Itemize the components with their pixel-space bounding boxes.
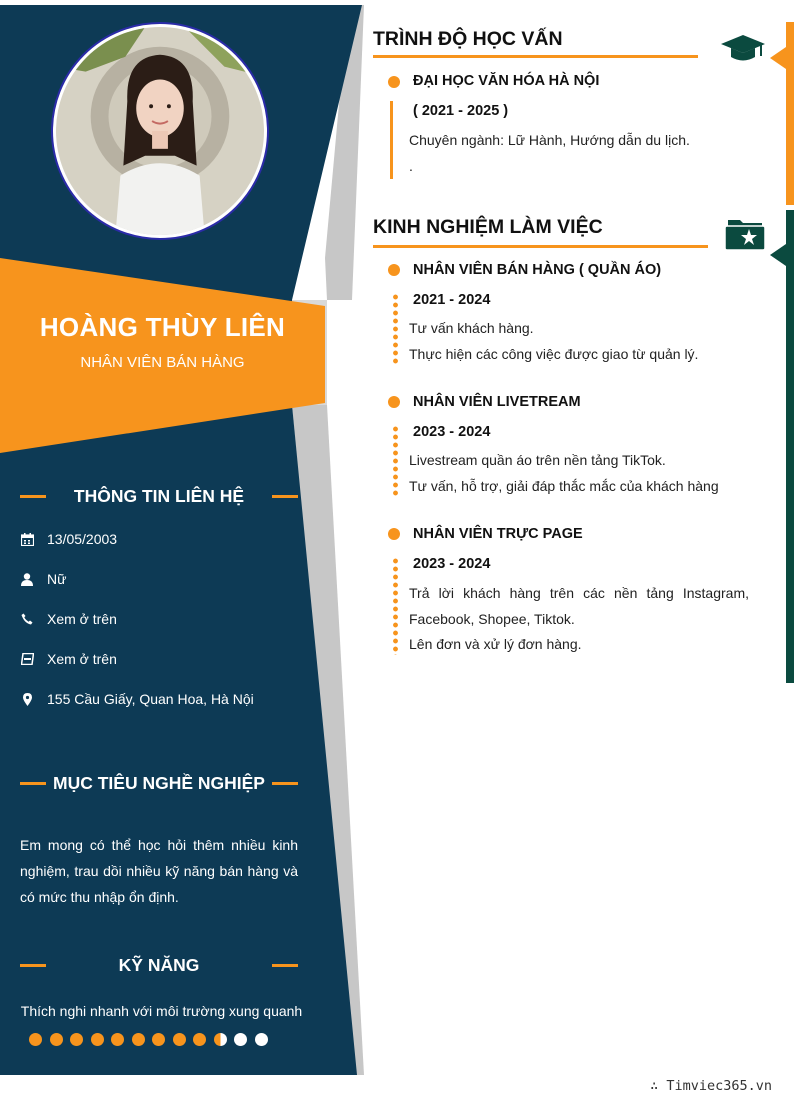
education-major: Chuyên ngành: Lữ Hành, Hướng dẫn du lịch.: [409, 132, 690, 148]
skill-level-dot: [214, 1033, 227, 1046]
divider: [20, 964, 46, 967]
divider: [272, 964, 298, 967]
skill-level-dot: [152, 1033, 165, 1046]
contact-value: 155 Cầu Giấy, Quan Hoa, Hà Nội: [47, 691, 254, 707]
watermark-text: ∴ Timviec365.vn: [650, 1078, 772, 1094]
contact-value: 13/05/2003: [47, 531, 118, 547]
divider: [20, 495, 46, 498]
contact-phone: [20, 611, 117, 627]
job-desc-line: Livestream quần áo trên nền tảng TikTok.: [409, 452, 666, 468]
contact-address: [20, 691, 254, 707]
job-years-3: 2023 - 2024: [413, 556, 491, 572]
divider: [20, 782, 46, 785]
phone-icon: [20, 612, 34, 626]
divider: [373, 245, 708, 248]
job-years-1: 2021 - 2024: [413, 292, 491, 308]
objective-text: Em mong có thể học hỏi thêm nhiều kinh nghiệm, trau dồi nhiều kỹ năng bán hàng và có mức thu nhập ổn định.: [20, 837, 298, 905]
skill-level-dot: [91, 1033, 104, 1046]
skill-level-dot: [193, 1033, 206, 1046]
skill-name: Thích nghi nhanh với môi trường xung quanh: [20, 1003, 303, 1019]
objective-section-title: MỤC TIÊU NGHỀ NGHIỆP: [53, 773, 265, 793]
timeline-dots: [393, 425, 398, 497]
divider: [272, 495, 298, 498]
job-desc-line: Lên đơn và xử lý đơn hàng.: [409, 636, 582, 652]
skill-level-dot: [111, 1033, 124, 1046]
location-pin-icon: [20, 692, 34, 706]
contact-section-title: THÔNG TIN LIÊN HỆ: [73, 486, 245, 506]
divider: [272, 782, 298, 785]
skill-level-dot: [50, 1033, 63, 1046]
skill-level-dot: [70, 1033, 83, 1046]
job-title-2: NHÂN VIÊN LIVETREAM: [413, 394, 581, 410]
timeline-dot: [388, 396, 400, 408]
skill-level-dot: [132, 1033, 145, 1046]
timeline-dot: [388, 76, 400, 88]
contact-section-header: [20, 486, 298, 507]
email-icon: [20, 652, 34, 666]
skill-level-dot: [234, 1033, 247, 1046]
education-section-title: TRÌNH ĐỘ HỌC VẤN: [373, 28, 563, 50]
job-desc-line: Tư vấn khách hàng.: [409, 320, 534, 336]
skill-level-dot: [29, 1033, 42, 1046]
contact-gender: [20, 571, 66, 587]
job-title: NHÂN VIÊN BÁN HÀNG: [80, 354, 245, 371]
job-title-3: NHÂN VIÊN TRỰC PAGE: [413, 526, 583, 542]
user-icon: [20, 572, 34, 586]
skills-section-title: KỸ NĂNG: [118, 955, 200, 975]
profile-photo: [51, 22, 269, 240]
job-desc-line: Trả lời khách hàng trên các nền tảng Instagram, Facebook, Shopee, Tiktok.: [409, 585, 749, 627]
timeline-line: [390, 101, 393, 179]
contact-value: Nữ: [47, 571, 67, 587]
calendar-icon: [20, 532, 34, 546]
graduation-cap-icon: [721, 33, 765, 68]
skill-rating: [29, 1033, 275, 1046]
timeline-dot: [388, 528, 400, 540]
job-years-2: 2023 - 2024: [413, 424, 491, 440]
full-name: HOÀNG THÙY LIÊN: [39, 312, 286, 342]
experience-section-title: KINH NGHIỆM LÀM VIỆC: [373, 216, 603, 238]
job-desc-line: Tư vấn, hỗ trợ, giải đáp thắc mắc của khách hàng: [409, 478, 719, 494]
objective-section-header: [20, 773, 298, 794]
contact-value: Xem ở trên: [47, 651, 117, 667]
education-years: ( 2021 - 2025 ): [413, 103, 509, 119]
education-note: .: [409, 158, 413, 174]
skills-section-header: [20, 955, 298, 976]
divider: [373, 55, 698, 58]
contact-birthday: [20, 531, 117, 547]
skill-level-dot: [173, 1033, 186, 1046]
timeline-dots: [393, 293, 398, 365]
skill-level-dot: [255, 1033, 268, 1046]
job-title-1: NHÂN VIÊN BÁN HÀNG ( QUẦN ÁO): [413, 262, 662, 278]
folder-star-icon: [725, 218, 765, 256]
contact-value: Xem ở trên: [47, 611, 117, 627]
contact-email: [20, 651, 117, 667]
timeline-dots: [393, 557, 398, 655]
school-name: ĐẠI HỌC VĂN HÓA HÀ NỘI: [413, 73, 600, 89]
timeline-dot: [388, 264, 400, 276]
job-desc-line: Thực hiện các công việc được giao từ quản lý.: [409, 346, 699, 362]
